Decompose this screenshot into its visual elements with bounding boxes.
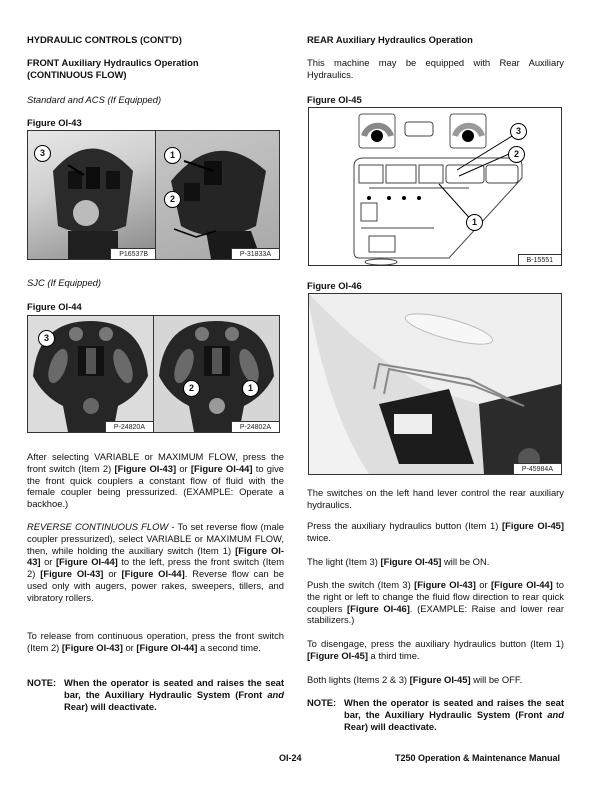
variant-standard-acs: Standard and ACS (If Equipped) (27, 94, 162, 105)
paragraph-left-hand-lever: The switches on the left hand lever control the rear auxiliary hydraulics. (307, 487, 564, 510)
figure-reference: [Figure OI-44] (491, 579, 553, 590)
rear-couplers-photo (309, 294, 561, 474)
text: After selecting VARIABLE or MAXIMUM FLOW, press the front switch (Item 2) (27, 451, 284, 474)
figure-reference: [Figure OI-43] (414, 579, 476, 590)
figure-reference: [Figure OI-46] (347, 602, 410, 614)
subheading-line-1: FRONT Auxiliary Hydraulics Operation (27, 57, 199, 68)
figure-oi-46-photo (308, 293, 562, 475)
note-text (64, 677, 284, 712)
text: To disengage, press the auxiliary hydraulics button (Item 1) (307, 638, 564, 649)
note-label: NOTE: (27, 677, 57, 688)
callout-1: 1 (164, 147, 181, 164)
text: The light (Item 3) (307, 556, 381, 567)
paragraph-light-on (307, 556, 564, 568)
figure-reference: [Figure OI-45] (380, 556, 442, 567)
figure-reference: [Figure OI-43] (40, 568, 104, 580)
note-deactivate (307, 697, 564, 732)
photo-tag: P-24802A (231, 421, 279, 432)
figure-oi-44-photo-right (153, 315, 280, 433)
text: or (176, 462, 191, 474)
figure-oi-46-title: Figure OI-46 (307, 280, 362, 291)
figure-oi-43-title: Figure OI-43 (27, 117, 82, 128)
text: will be ON. (441, 556, 490, 567)
figure-reference: [Figure OI-45] (307, 649, 368, 661)
paragraph-release (27, 630, 284, 654)
text: Press the auxiliary hydraulics button (Item 1) (307, 520, 502, 531)
figure-oi-44-title: Figure OI-44 (27, 301, 82, 312)
text: Push the switch (Item 3) (307, 579, 415, 590)
note-label: NOTE: (307, 697, 337, 708)
figure-reference: [Figure OI-43] (114, 462, 177, 474)
figure-reference: [Figure OI-45] (502, 520, 565, 531)
photo-tag: P-45984A (513, 463, 561, 474)
text: or (475, 579, 492, 590)
text: will be OFF. (470, 674, 523, 685)
text: When the operator is seated and raises the seat bar, the Auxiliary Hydraulic System (Front (344, 697, 564, 720)
text: a second time. (197, 641, 261, 653)
paragraph-press-twice (307, 520, 564, 544)
photo-tag: P-24820A (105, 421, 153, 432)
variant-sjc: SJC (If Equipped) (27, 277, 101, 288)
callout-2: 2 (183, 380, 200, 397)
callout-3: 3 (34, 145, 51, 162)
text: - To set reverse flow (male coupler pressurized), select VARIABLE or MAXIMUM FLOW, then, while holding the auxiliary switch (Item 1) (27, 521, 284, 556)
figure-reference: [Figure OI-43] (61, 641, 123, 653)
figure-reference: [Figure OI-43] (27, 544, 284, 568)
callout-3: 3 (38, 330, 55, 347)
text: twice. (307, 531, 331, 543)
text: to the left, press the front switch (Item 2) (27, 556, 284, 580)
manual-title: T250 Operation & Maintenance Manual (395, 753, 561, 763)
figure-reference: [Figure OI-44] (55, 556, 118, 568)
figure-oi-43-photo-standard (27, 130, 157, 260)
note-text (344, 697, 564, 732)
section-heading: HYDRAULIC CONTROLS (CONT'D) (27, 34, 182, 45)
callout-2: 2 (164, 191, 181, 208)
subheading-line-2: (CONTINUOUS FLOW) (27, 69, 127, 80)
text: . (EXAMPLE: Raise and lower rear stabilizers.) (307, 602, 564, 626)
figure-oi-45-panel-diagram (308, 107, 562, 266)
figure-oi-44-photo-left (27, 315, 154, 433)
text: Rear) will deactivate. (344, 720, 437, 732)
text: Both lights (Items 2 & 3) (307, 674, 410, 685)
paragraph-continuous-flow (27, 451, 284, 510)
paragraph-reverse-flow (27, 521, 284, 604)
text: to the right or left to change the fluid flow direction to rear quick couplers (307, 579, 564, 614)
figure-oi-45-title: Figure OI-45 (307, 94, 362, 105)
page-number: OI-24 (279, 753, 302, 763)
diagram-tag: B-15551 (518, 254, 561, 265)
text: or (122, 641, 137, 653)
text: Rear) will deactivate. (64, 700, 157, 712)
text: to give the front quick couplers a constant flow of fluid with the female coupler being pressurized. (EXAMPLE: Operate a backhoe.) (27, 462, 285, 510)
figure-reference: [Figure OI-44] (190, 462, 253, 474)
paragraph-push-switch (307, 579, 564, 626)
note-deactivate (27, 677, 284, 712)
figure-oi-43-photo-alt (155, 130, 280, 260)
emphasis: and (547, 708, 564, 720)
section-heading: REAR Auxiliary Hydraulics Operation (307, 34, 473, 45)
paragraph-intro: This machine may be equipped with Rear Auxiliary Hydraulics. (307, 57, 564, 80)
callout-3: 3 (510, 123, 527, 140)
text: or (103, 568, 122, 580)
paragraph-disengage (307, 638, 564, 662)
text: a third time. (367, 649, 420, 661)
reverse-flow-label: REVERSE CONTINUOUS FLOW (27, 521, 169, 532)
text: . Reverse flow can be used only with augers, power rakes, sweepers, tillers, and vibratory rollers. (27, 568, 284, 603)
emphasis: and (267, 688, 284, 700)
callout-2: 2 (508, 146, 525, 163)
sjc-joystick-illustration (154, 316, 279, 432)
text: or (40, 556, 56, 568)
figure-reference: [Figure OI-44] (121, 568, 185, 580)
figure-reference: [Figure OI-44] (136, 641, 198, 653)
figure-reference: [Figure OI-45] (409, 674, 471, 685)
callout-1: 1 (242, 380, 259, 397)
paragraph-lights-off (307, 674, 564, 686)
text: To release from continuous operation, press the front switch (Item 2) (27, 630, 284, 653)
photo-tag: P16537B (110, 248, 156, 259)
text: When the operator is seated and raises the seat bar, the Auxiliary Hydraulic System (Front (64, 677, 284, 700)
photo-tag: P-31833A (231, 248, 279, 259)
callout-1: 1 (466, 214, 483, 231)
